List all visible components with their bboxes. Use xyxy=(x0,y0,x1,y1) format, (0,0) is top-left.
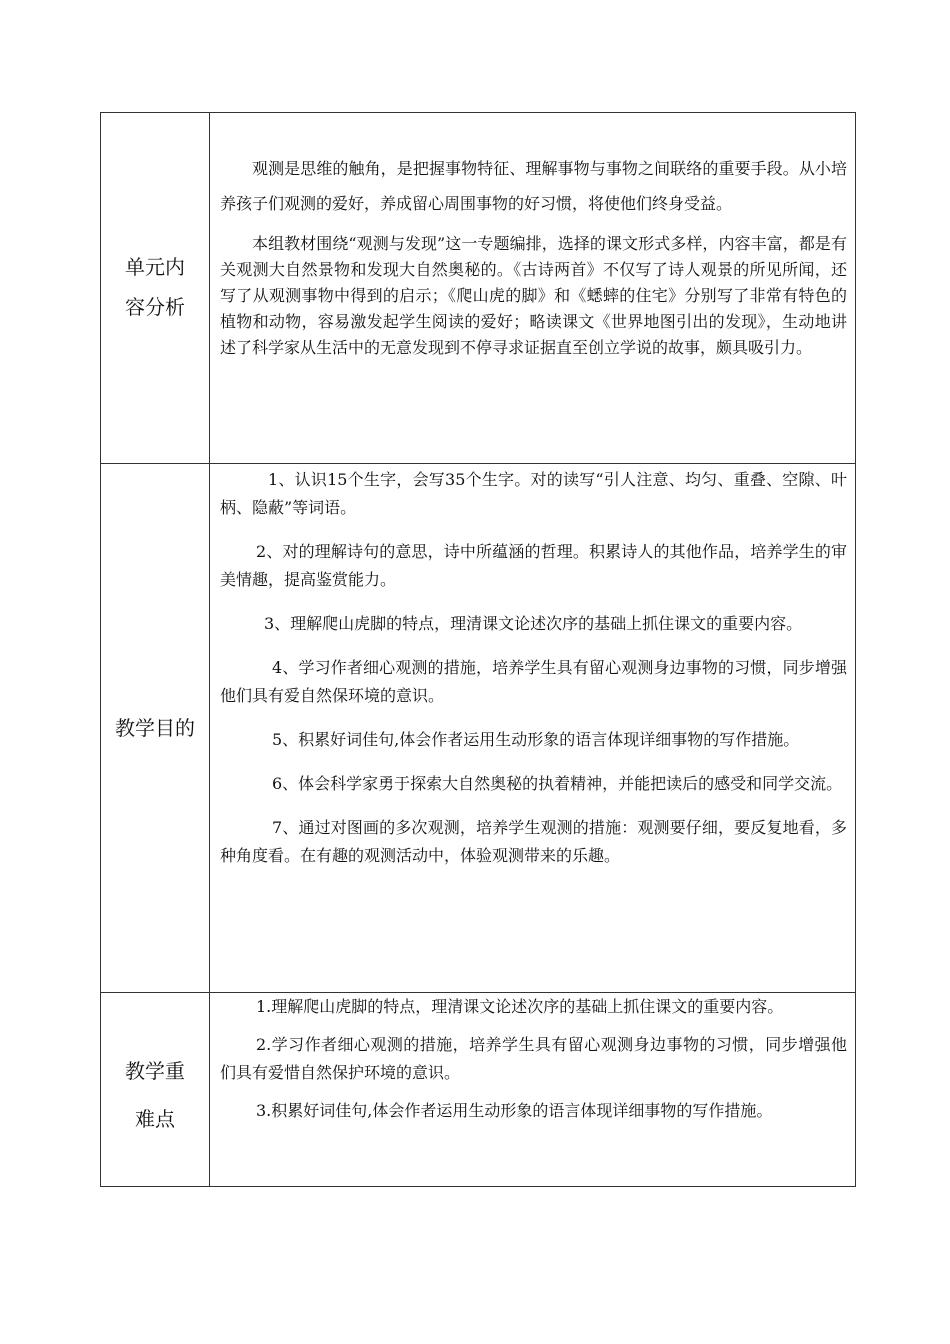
label-cell xyxy=(101,464,210,993)
content-cell xyxy=(210,464,856,993)
paragraph: 1、认识15个生字，会写35个生字。对的读写“引人注意、均匀、重叠、空隙、叶柄、隐蔽”等词语。 xyxy=(220,470,847,517)
label-cell xyxy=(101,113,210,464)
table-row-key-difficulties xyxy=(101,993,856,1187)
paragraph: 本组教材围绕“观测与发现”这一专题编排，选择的课文形式多样，内容丰富，都是有关观测大自然景物和发现大自然奥秘的。《古诗两首》不仅写了诗人观景的所见所闻，还写了从观测事物中得到的启示；《爬山虎的脚》和《蟋蟀的住宅》分别写了非常有特色的植物和动物，容易激发起学生阅读的爱好；略读课文《世界地图引出的发现》，生动地讲述了科学家从生活中的无意发现到不停寻求证据直至创立学说的故事，颇具吸引力。 xyxy=(220,234,847,357)
content-cell xyxy=(210,993,856,1187)
paragraph: 5、积累好词佳句,体会作者运用生动形象的语言体现详细事物的写作措施。 xyxy=(272,730,800,749)
paragraph: 3.积累好词佳句,体会作者运用生动形象的语言体现详细事物的写作措施。 xyxy=(256,1101,773,1120)
label-cell xyxy=(101,993,210,1187)
paragraph: 7、通过对图画的多次观测，培养学生观测的措施：观测要仔细，要反复地看，多种角度看。在有趣的观测活动中，体验观测带来的乐趣。 xyxy=(220,818,847,865)
paragraph: 2.学习作者细心观测的措施，培养学生具有留心观测身边事物的习惯，同步增强他们具有爱惜自然保护环境的意识。 xyxy=(220,1035,847,1082)
lesson-plan-table xyxy=(100,112,856,1187)
paragraph: 3、理解爬山虎脚的特点，理清课文论述次序的基础上抓住课文的重要内容。 xyxy=(264,614,803,633)
table-row-teaching-objectives xyxy=(101,464,856,993)
paragraph: 2、对的理解诗句的意思，诗中所蕴涵的哲理。积累诗人的其他作品，培养学生的审美情趣，提高鉴赏能力。 xyxy=(220,542,847,589)
row-label-line: 教学重 xyxy=(125,1059,185,1083)
row-label xyxy=(101,708,209,748)
paragraph: 6、体会科学家勇于探索大自然奥秘的执着精神，并能把读后的感受和同学交流。 xyxy=(272,774,843,793)
row-label-line: 难点 xyxy=(135,1107,175,1131)
row-label xyxy=(101,247,209,327)
row-label xyxy=(101,1047,209,1143)
row-label-line: 教学目的 xyxy=(115,716,195,740)
content-cell xyxy=(210,113,856,464)
row-label-line: 单元内 xyxy=(125,255,185,279)
paragraph: 1.理解爬山虎脚的特点，理清课文论述次序的基础上抓住课文的重要内容。 xyxy=(256,997,784,1016)
row-label-line: 容分析 xyxy=(125,295,185,319)
table-row-unit-analysis xyxy=(101,113,856,464)
paragraph: 4、学习作者细心观测的措施，培养学生具有留心观测身边事物的习惯，同步增强他们具有爱自然保环境的意识。 xyxy=(220,658,847,705)
paragraph: 观测是思维的触角，是把握事物特征、理解事物与事物之间联络的重要手段。从小培养孩子们观测的爱好，养成留心周围事物的好习惯，将使他们终身受益。 xyxy=(220,159,847,213)
